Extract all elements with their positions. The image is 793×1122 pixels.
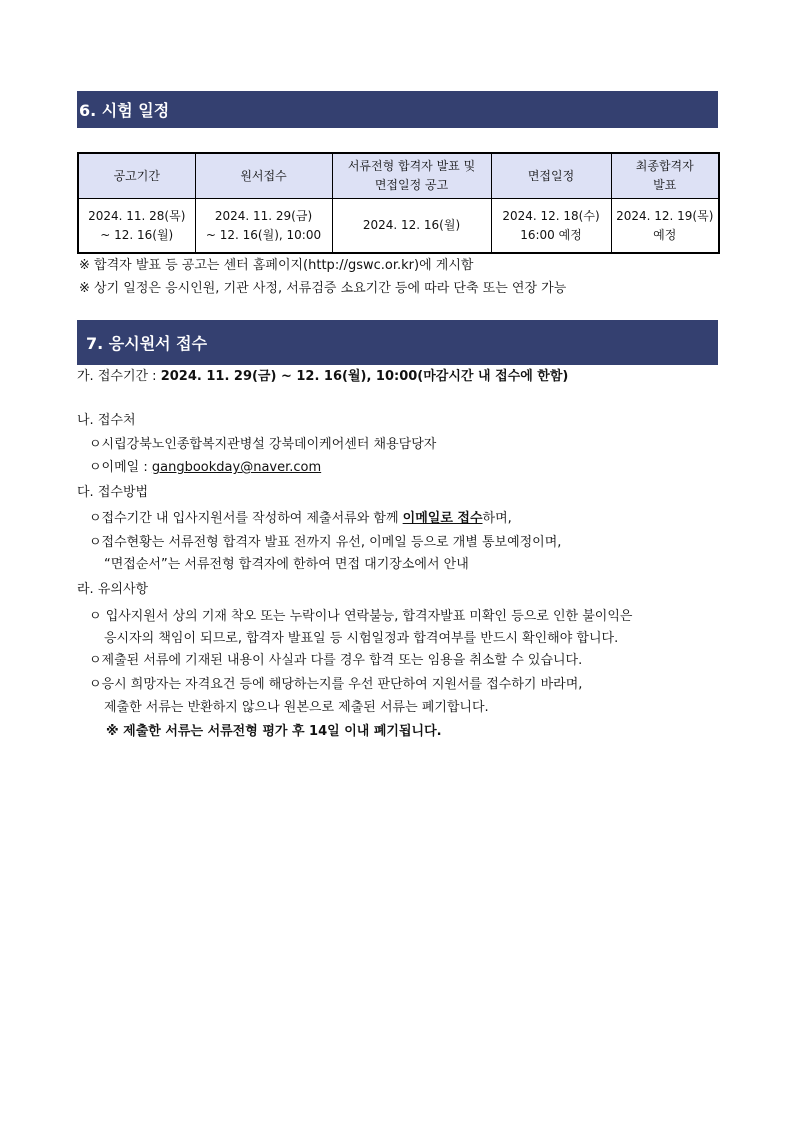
method-line-1-text: ㅇ접수기간 내 입사지원서를 작성하여 제출서류와 함께 bbox=[89, 511, 403, 526]
table-row bbox=[78, 199, 719, 254]
email-label: ㅇ이메일 : bbox=[89, 460, 152, 475]
submission-place-contact: ㅇ시립강북노인종합복지관병설 강북데이케어센터 채용담당자 bbox=[89, 437, 437, 452]
cell-document-result: 2024. 12. 16(월) bbox=[332, 199, 491, 254]
section-6-header bbox=[77, 91, 718, 128]
submission-email bbox=[89, 459, 321, 477]
notice-line-2: 응시자의 책임이 되므로, 합격자 발표일 등 시험일정과 합격여부를 반드시 확인해야 합니다. bbox=[104, 631, 619, 646]
header-announcement-period: 공고기간 bbox=[78, 153, 195, 199]
submission-method-line-2: ㅇ접수현황는 서류전형 합격자 발표 전까지 유선, 이메일 등으로 개별 통보예정이며, bbox=[89, 535, 562, 550]
header-document-result: 서류전형 합격자 발표 및 면접일정 공고 bbox=[332, 153, 491, 199]
notice-line-1: ㅇ 입사지원서 상의 기재 착오 또는 누락이나 연락불능, 합격자발표 미확인 등으로 인한 불이익은 bbox=[89, 609, 633, 624]
application-period-label: 가. 접수기간 : bbox=[77, 369, 161, 384]
cell-final-result: 2024. 12. 19(목) 예정 bbox=[611, 199, 719, 254]
notice-disposal: ※ 제출한 서류는 서류전형 평가 후 14일 이내 폐기됩니다. bbox=[106, 724, 442, 739]
note-schedule-change: ※ 상기 일정은 응시인원, 기관 사정, 서류검증 소요기간 등에 따라 단축 또는 연장 가능 bbox=[79, 281, 567, 296]
note-announcement: ※ 합격자 발표 등 공고는 센터 홈페이지(http://gswc.or.kr)에 게시함 bbox=[79, 258, 474, 273]
email-submission-emphasis: 이메일로 접수 bbox=[402, 511, 483, 526]
header-application: 원서접수 bbox=[195, 153, 332, 199]
method-line-1-end: 하며, bbox=[482, 511, 512, 526]
notice-line-5: 제출한 서류는 반환하지 않으나 원본으로 제출된 서류는 폐기합니다. bbox=[104, 700, 489, 715]
submission-method-line-1 bbox=[89, 510, 512, 528]
header-final-result: 최종합격자 발표 bbox=[611, 153, 719, 199]
section-6-title: 6. 시험 일정 bbox=[79, 101, 170, 120]
application-period-value: 2024. 11. 29(금) ~ 12. 16(월), 10:00(마감시간 내 접수에 한함) bbox=[160, 369, 569, 384]
application-period bbox=[77, 368, 568, 386]
notice-heading: 라. 유의사항 bbox=[77, 582, 149, 597]
submission-method-heading: 다. 접수방법 bbox=[77, 485, 149, 500]
cell-interview: 2024. 12. 18(수) 16:00 예정 bbox=[491, 199, 611, 254]
section-7-title: 7. 응시원서 접수 bbox=[86, 334, 208, 353]
table-header-row bbox=[78, 153, 719, 199]
notice-line-4: ㅇ응시 희망자는 자격요건 등에 해당하는지를 우선 판단하여 지원서를 접수하기 바라며, bbox=[89, 677, 583, 692]
header-interview: 면접일정 bbox=[491, 153, 611, 199]
submission-method-line-3: “면접순서”는 서류전형 합격자에 한하여 면접 대기장소에서 안내 bbox=[104, 557, 469, 572]
section-7-header bbox=[77, 320, 718, 365]
cell-application: 2024. 11. 29(금) ~ 12. 16(월), 10:00 bbox=[195, 199, 332, 254]
cell-announcement-period: 2024. 11. 28(목) ~ 12. 16(월) bbox=[78, 199, 195, 254]
notice-line-3: ㅇ제출된 서류에 기재된 내용이 사실과 다를 경우 합격 또는 임용을 취소할 수 있습니다. bbox=[89, 653, 583, 668]
schedule-table bbox=[77, 152, 720, 254]
submission-place-heading: 나. 접수처 bbox=[77, 413, 136, 428]
email-link[interactable]: gangbookday@naver.com bbox=[151, 460, 322, 475]
